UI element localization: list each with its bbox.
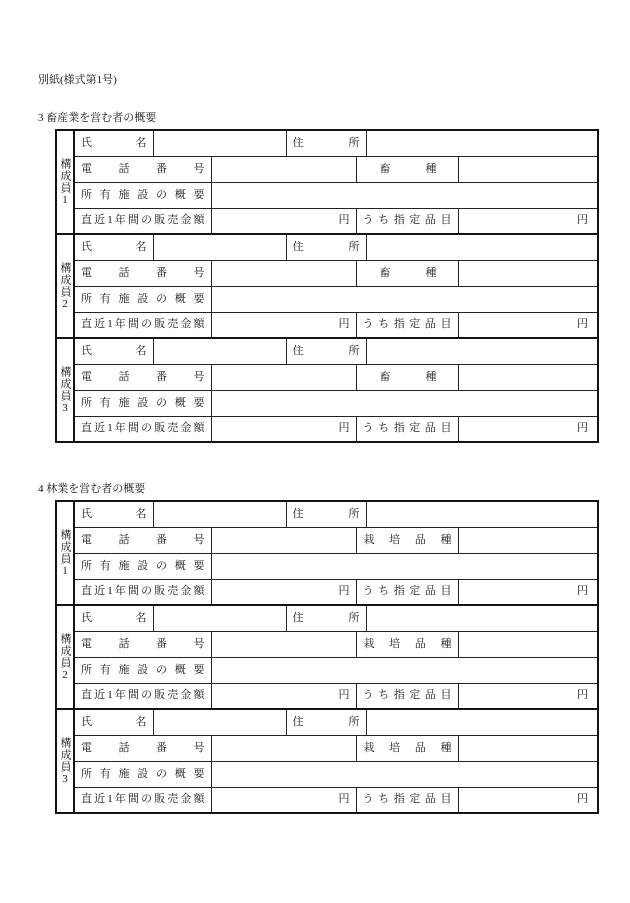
address-field <box>366 130 598 156</box>
address-label: 住 所 <box>286 234 366 260</box>
phone-label: 電 話 番 号 <box>74 364 211 390</box>
member-cell <box>56 605 74 709</box>
kind-label: 栽 培 品 種 <box>356 527 458 553</box>
facilities-row <box>56 182 598 208</box>
section-title: 4 林業を営む者の概要 <box>38 483 146 495</box>
designated-items-label: う ち 指 定 品 目 <box>356 208 458 234</box>
sales-amount-field: 円 <box>211 579 356 605</box>
phone-label: 電 話 番 号 <box>74 735 211 761</box>
phone-kind-row <box>56 631 598 657</box>
phone-kind-row <box>56 156 598 182</box>
designated-items-label: う ち 指 定 品 目 <box>356 312 458 338</box>
facilities-label: 所 有 施 設 の 概 要 <box>74 553 211 579</box>
phone-field <box>211 364 356 390</box>
member-block <box>56 501 598 605</box>
designated-amount-field: 円 <box>458 312 598 338</box>
sales-row <box>56 312 598 338</box>
phone-kind-row <box>56 527 598 553</box>
phone-field <box>211 631 356 657</box>
phone-label: 電 話 番 号 <box>74 631 211 657</box>
phone-label: 電 話 番 号 <box>74 156 211 182</box>
member-overview-table <box>55 129 599 443</box>
phone-field <box>211 260 356 286</box>
kind-label: 栽 培 品 種 <box>356 631 458 657</box>
name-field <box>153 338 286 364</box>
member-cell <box>56 338 74 442</box>
sales-amount-field: 円 <box>211 787 356 813</box>
name-field <box>153 501 286 527</box>
kind-field <box>458 260 598 286</box>
facilities-label: 所 有 施 設 の 概 要 <box>74 761 211 787</box>
address-field <box>366 605 598 631</box>
name-field <box>153 605 286 631</box>
phone-kind-row <box>56 735 598 761</box>
kind-field <box>458 364 598 390</box>
kind-field <box>458 527 598 553</box>
address-label: 住 所 <box>286 709 366 735</box>
sales-label: 直近1年間の販売金額 <box>74 208 211 234</box>
address-label: 住 所 <box>286 501 366 527</box>
member-cell <box>56 709 74 813</box>
kind-label: 栽 培 品 種 <box>356 735 458 761</box>
name-label: 氏 名 <box>74 338 153 364</box>
name-label: 氏 名 <box>74 709 153 735</box>
member-label: 構成員1 <box>59 528 71 578</box>
name-label: 氏 名 <box>74 605 153 631</box>
sales-label: 直近1年間の販売金額 <box>74 579 211 605</box>
kind-field <box>458 156 598 182</box>
name-address-row <box>56 709 598 735</box>
name-label: 氏 名 <box>74 130 153 156</box>
designated-amount-field: 円 <box>458 579 598 605</box>
sales-amount-field: 円 <box>211 416 356 442</box>
section-title: 3 畜産業を営む者の概要 <box>38 112 157 124</box>
facilities-label: 所 有 施 設 の 概 要 <box>74 390 211 416</box>
member-block <box>56 709 598 813</box>
designated-items-label: う ち 指 定 品 目 <box>356 579 458 605</box>
address-field <box>366 709 598 735</box>
member-block <box>56 234 598 338</box>
kind-field <box>458 631 598 657</box>
member-label: 構成員3 <box>59 736 71 786</box>
facilities-row <box>56 390 598 416</box>
name-address-row <box>56 130 598 156</box>
member-label: 構成員2 <box>59 261 71 311</box>
sales-row <box>56 683 598 709</box>
name-label: 氏 名 <box>74 501 153 527</box>
sales-label: 直近1年間の販売金額 <box>74 312 211 338</box>
designated-items-label: う ち 指 定 品 目 <box>356 416 458 442</box>
facilities-row <box>56 553 598 579</box>
address-field <box>366 234 598 260</box>
kind-label: 畜 種 <box>356 260 458 286</box>
designated-amount-field: 円 <box>458 787 598 813</box>
sales-row <box>56 787 598 813</box>
member-block <box>56 605 598 709</box>
facilities-field <box>211 761 598 787</box>
facilities-field <box>211 657 598 683</box>
designated-items-label: う ち 指 定 品 目 <box>356 787 458 813</box>
phone-kind-row <box>56 364 598 390</box>
address-label: 住 所 <box>286 338 366 364</box>
name-address-row <box>56 338 598 364</box>
sales-label: 直近1年間の販売金額 <box>74 416 211 442</box>
attachment-header: 別紙(様式第1号) <box>38 74 117 86</box>
name-address-row <box>56 234 598 260</box>
phone-field <box>211 527 356 553</box>
member-block <box>56 130 598 234</box>
member-cell <box>56 234 74 338</box>
facilities-field <box>211 182 598 208</box>
name-field <box>153 709 286 735</box>
livestock-section <box>38 111 598 443</box>
member-label: 構成員3 <box>59 365 71 415</box>
sales-label: 直近1年間の販売金額 <box>74 787 211 813</box>
name-label: 氏 名 <box>74 234 153 260</box>
facilities-row <box>56 286 598 312</box>
sales-row <box>56 579 598 605</box>
facilities-label: 所 有 施 設 の 概 要 <box>74 657 211 683</box>
facilities-field <box>211 286 598 312</box>
phone-kind-row <box>56 260 598 286</box>
sales-amount-field: 円 <box>211 208 356 234</box>
member-cell <box>56 130 74 234</box>
phone-field <box>211 735 356 761</box>
designated-items-label: う ち 指 定 品 目 <box>356 683 458 709</box>
address-label: 住 所 <box>286 605 366 631</box>
address-field <box>366 501 598 527</box>
name-field <box>153 130 286 156</box>
designated-amount-field: 円 <box>458 683 598 709</box>
sales-label: 直近1年間の販売金額 <box>74 683 211 709</box>
sales-row <box>56 208 598 234</box>
member-cell <box>56 501 74 605</box>
designated-amount-field: 円 <box>458 416 598 442</box>
sales-amount-field: 円 <box>211 683 356 709</box>
sales-amount-field: 円 <box>211 312 356 338</box>
phone-field <box>211 156 356 182</box>
member-label: 構成員1 <box>59 157 71 207</box>
facilities-row <box>56 657 598 683</box>
address-label: 住 所 <box>286 130 366 156</box>
forestry-section <box>38 482 598 814</box>
name-field <box>153 234 286 260</box>
address-field <box>366 338 598 364</box>
facilities-row <box>56 761 598 787</box>
member-overview-table <box>55 500 599 814</box>
kind-label: 畜 種 <box>356 364 458 390</box>
member-block <box>56 338 598 442</box>
kind-field <box>458 735 598 761</box>
facilities-label: 所 有 施 設 の 概 要 <box>74 182 211 208</box>
member-label: 構成員2 <box>59 632 71 682</box>
kind-label: 畜 種 <box>356 156 458 182</box>
facilities-field <box>211 553 598 579</box>
sales-row <box>56 416 598 442</box>
facilities-field <box>211 390 598 416</box>
phone-label: 電 話 番 号 <box>74 527 211 553</box>
designated-amount-field: 円 <box>458 208 598 234</box>
name-address-row <box>56 605 598 631</box>
facilities-label: 所 有 施 設 の 概 要 <box>74 286 211 312</box>
phone-label: 電 話 番 号 <box>74 260 211 286</box>
name-address-row <box>56 501 598 527</box>
